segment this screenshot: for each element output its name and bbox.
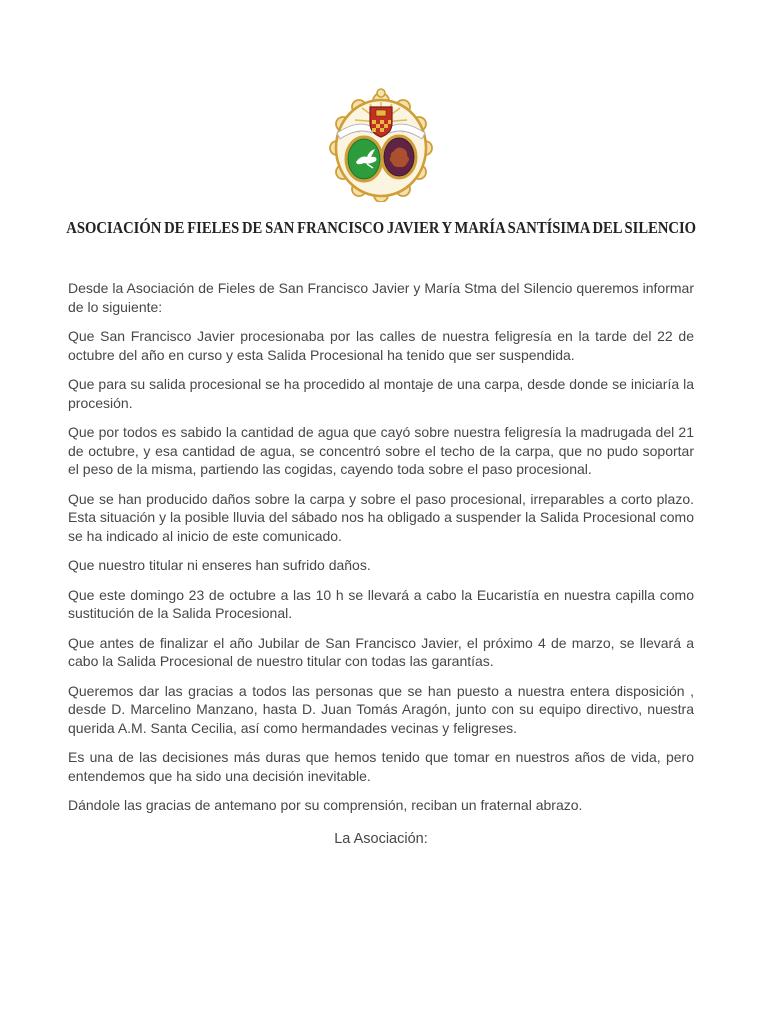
closing-line: La Asociación: <box>334 831 428 847</box>
paragraph-intro: Desde la Asociación de Fieles de San Francisco Javier y María Stma del Silencio queremos informar de lo siguiente: <box>68 280 694 315</box>
paragraph-abrazo: Dándole las gracias de antemano por su comprensión, reciban un fraternal abrazo. <box>68 797 583 813</box>
paragraph-titular: Que nuestro titular ni enseres han sufrido daños. <box>68 557 371 573</box>
dove-medallion <box>346 137 382 181</box>
paragraph-jubilar: Que antes de finalizar el año Jubilar de San Francisco Javier, el próximo 4 de marzo, se llevará a cabo la Salida Procesional de nuestro titular con todas las garantías. <box>68 634 694 669</box>
paragraph-eucaristia: Que este domingo 23 de octubre a las 10 h se llevará a cabo la Eucaristía en nuestra capilla como sustitución de la Salida Procesional. <box>68 586 694 621</box>
paragraph-agua: Que por todos es sabido la cantidad de agua que cayó sobre nuestra feligresía la madrugada del 21 de octubre, y esa cantidad de agua, se concentró sobre el techo de la carpa, que no pudo soportar el peso de la misma, partiendo las cogidas, cayendo toda sobre el paso procesional. <box>68 424 694 477</box>
paragraph-gracias: Queremos dar las gracias a todos las personas que se han puesto a nuestra entera disposición , desde D. Marcelino Manzano, hasta D. Juan Tomás Aragón, junto con su equipo directivo, nuestra querida A.M. Santa Cecilia, así como hermandades vecinas y feligreses. <box>68 682 694 736</box>
paragraph-carpa: Que para su salida procesional se ha procedido al montaje de una carpa, desde donde se iniciaría la procesión. <box>68 376 694 411</box>
paragraph-decision: Es una de las decisiones más duras que hemos tenido que tomar en nuestros años de vida, pero entendemos que ha sido una decisión inevitable. <box>68 749 694 784</box>
document-title <box>0 218 762 238</box>
shield-icon <box>370 107 392 137</box>
paragraph-suspension: Que San Francisco Javier procesionaba por las calles de nuestra feligresía en la tarde del 22 de octubre del año en curso y esta Salida Procesional ha tenido que ser suspendida. <box>68 328 694 363</box>
document-title-text: ASOCIACIÓN DE FIELES DE SAN FRANCISCO JAVIER Y MARÍA SANTÍSIMA DEL SILENCIO <box>66 218 696 237</box>
figure-medallion <box>382 136 416 178</box>
paragraph-danos: Que se han producido daños sobre la carpa y sobre el paso procesional, irreparables a corto plazo. Esta situación y la posible lluvia del sábado nos ha obligado a suspender la Salida Procesional como se ha indicado al inicio de este comunicado. <box>68 490 694 544</box>
document-body <box>68 279 694 826</box>
association-crest-emblem <box>320 86 442 202</box>
association-crest <box>320 86 442 202</box>
